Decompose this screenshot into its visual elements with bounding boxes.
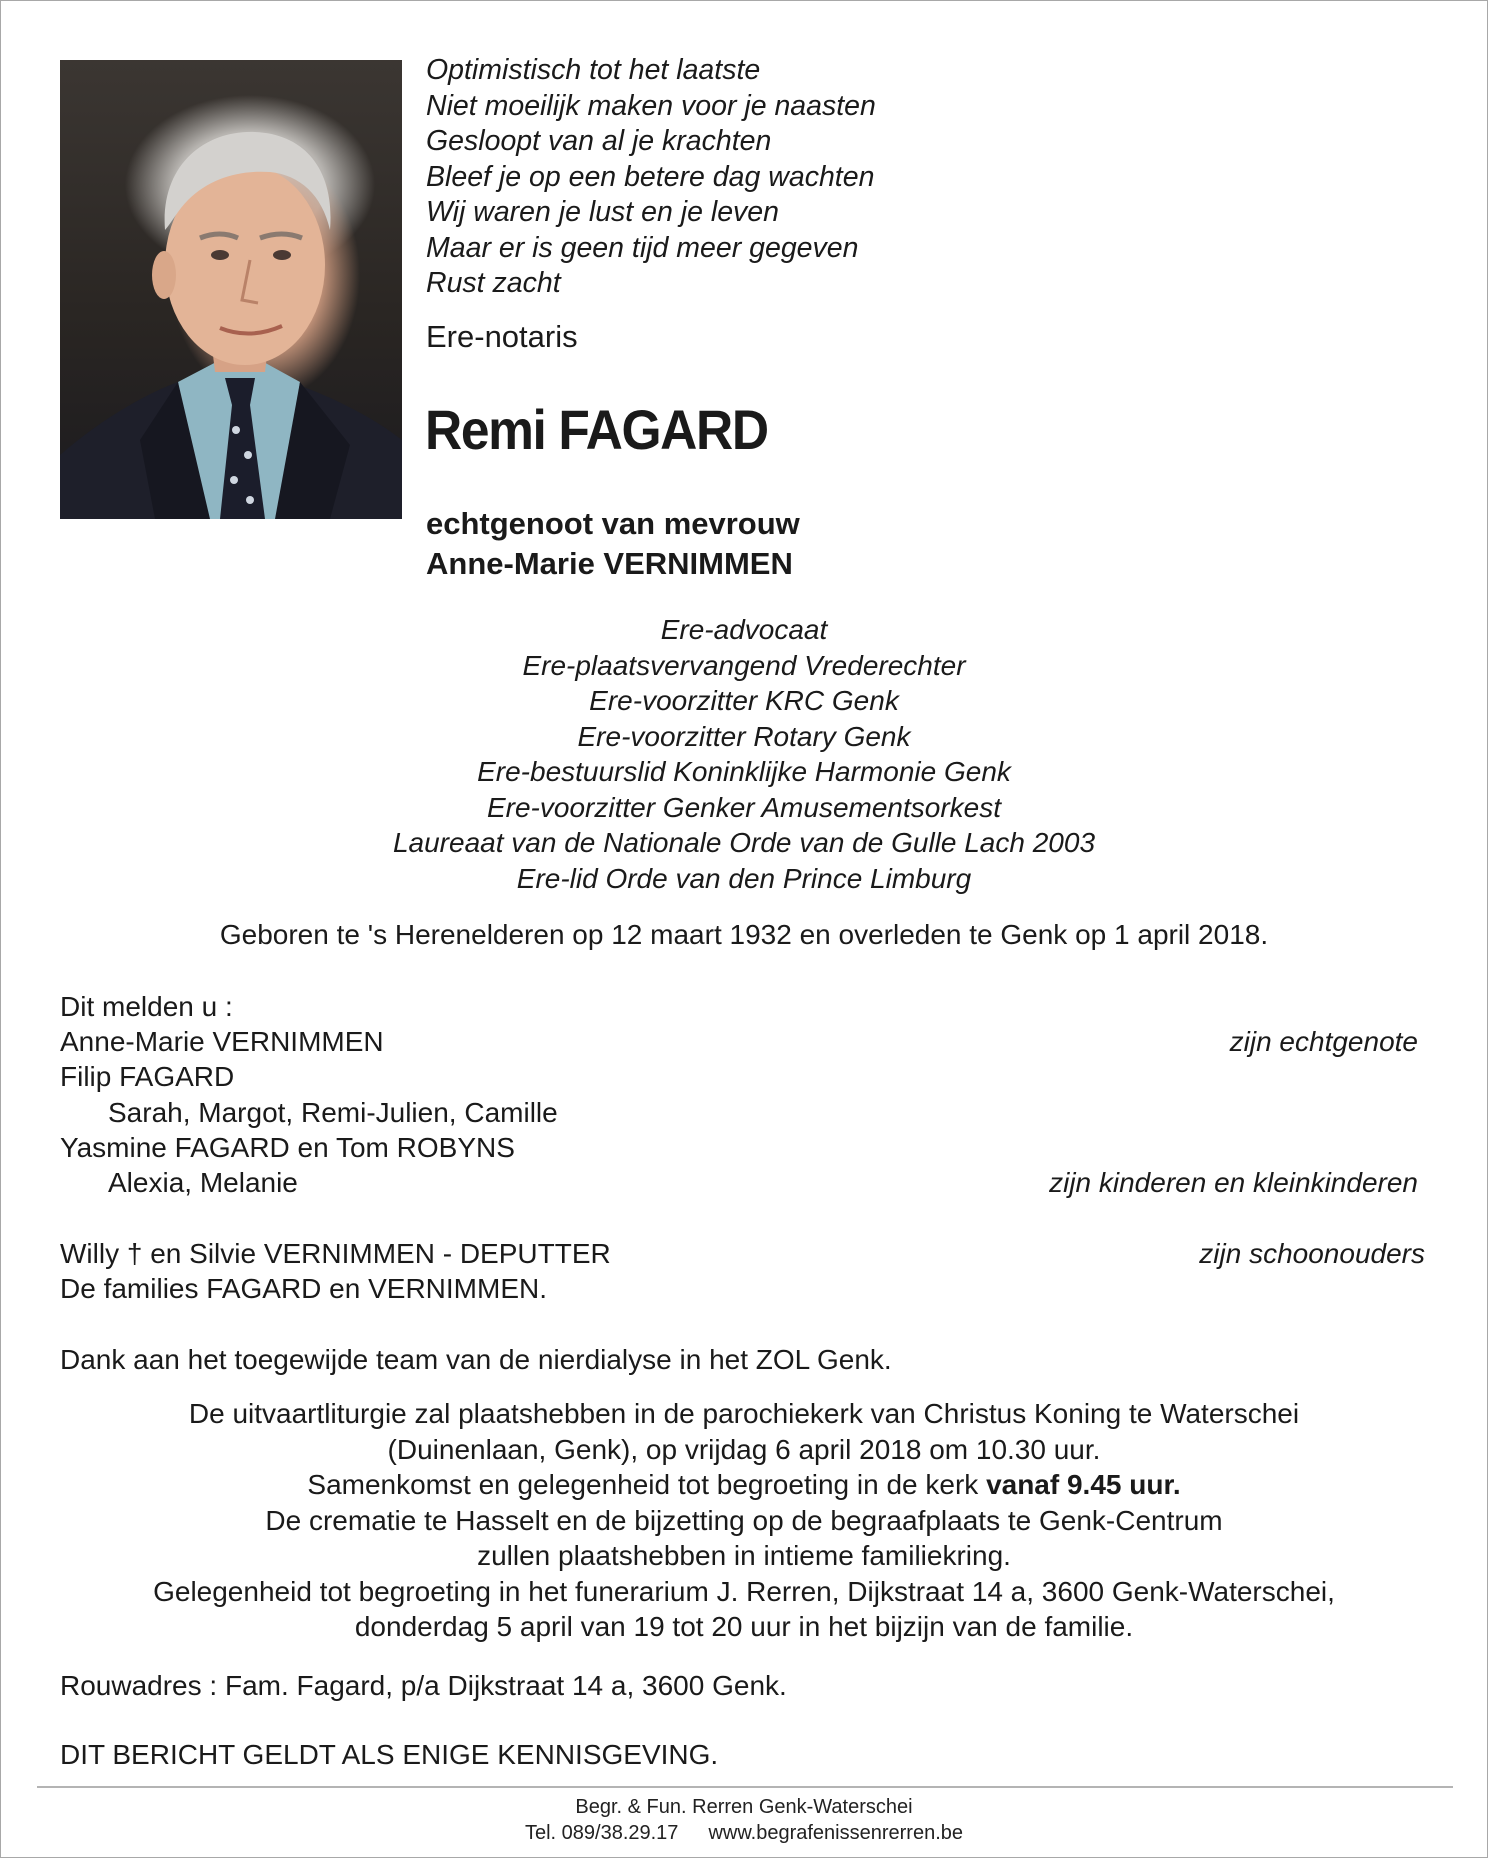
poem-line: Bleef je op een betere dag wachten: [426, 160, 875, 193]
title-line: Ere-voorzitter Rotary Genk: [577, 720, 911, 752]
title-line: Ere-bestuurslid Koninklijke Harmonie Genk: [477, 756, 1011, 787]
poem-line: Maar er is geen tijd meer gegeven: [426, 231, 859, 264]
family-line: Anne-Marie VERNIMMEN: [60, 1026, 384, 1057]
title-line: Ere-advocaat: [660, 614, 828, 645]
family-line: Willy † en Silvie VERNIMMEN - DEPUTTER: [60, 1238, 611, 1269]
spouse-intro: echtgenoot van mevrouw: [426, 506, 800, 541]
poem-line: Niet moeilijk maken voor je naasten: [426, 89, 876, 122]
footer-contact: [1, 1822, 1487, 1845]
ceremony-details: [1, 1396, 1487, 1645]
poem-line: Optimistisch tot het laatste: [426, 54, 761, 86]
family-line: Yasmine FAGARD en Tom ROBYNS: [60, 1132, 515, 1163]
honorific: Ere-notaris: [426, 319, 578, 354]
ceremony-line: (Duinenlaan, Genk), op vrijdag 6 april 2018 om 10.30 uur.: [387, 1433, 1101, 1465]
title-line: Ere-voorzitter Genker Amusementsorkest: [486, 791, 1002, 823]
title-line: Ere-lid Orde van den Prince Limburg: [516, 862, 972, 894]
family-line: Alexia, Melanie: [108, 1167, 298, 1198]
portrait-photo: [60, 60, 402, 519]
relation-label: zijn kinderen en kleinkinderen: [1049, 1167, 1418, 1198]
portrait-illustration: [60, 60, 402, 519]
relation-label: zijn schoonouders: [1199, 1238, 1425, 1269]
footer-phone: Tel. 089/38.29.17: [524, 1822, 679, 1844]
poem-line: Gesloopt van al je krachten: [426, 125, 772, 157]
spouse-name: Anne-Marie VERNIMMEN: [426, 546, 793, 581]
ceremony-line: zullen plaatshebben in intieme familiekring.: [477, 1540, 1011, 1571]
ceremony-line: [1, 1467, 1487, 1503]
deceased-name: Remi FAGARD: [425, 398, 768, 461]
ceremony-line: De crematie te Hasselt en de bijzetting op de begraafplaats te Genk-Centrum: [265, 1504, 1223, 1536]
title-line: Laureaat van de Nationale Orde van de Gulle Lach 2003: [392, 827, 1096, 858]
ceremony-line: donderdag 5 april van 19 tot 20 uur in het bijzijn van de familie.: [354, 1611, 1134, 1642]
honorary-titles: [1, 612, 1487, 896]
gathering-time: vanaf 9.45 uur.: [986, 1469, 1181, 1500]
thanks-line: Dank aan het toegewijde team van de nierdialyse in het ZOL Genk.: [60, 1344, 892, 1375]
mourning-address: Rouwadres : Fam. Fagard, p/a Dijkstraat 14 a, 3600 Genk.: [60, 1670, 787, 1701]
poem: [426, 53, 876, 302]
family-line: De families FAGARD en VERNIMMEN.: [60, 1273, 547, 1304]
footer-website: www.begrafenissenrerren.be: [708, 1822, 964, 1844]
title-line: Ere-voorzitter KRC Genk: [589, 685, 899, 716]
poem-line: Rust zacht: [426, 267, 561, 299]
ceremony-line: Gelegenheid tot begroeting in het funerarium J. Rerren, Dijkstraat 14 a, 3600 Genk-Waterschei,: [153, 1575, 1335, 1607]
birth-death-line: Geboren te 's Herenelderen op 12 maart 1932 en overleden te Genk op 1 april 2018.: [219, 919, 1269, 950]
announcers-intro: Dit melden u :: [60, 991, 233, 1022]
footer-company: Begr. & Fun. Rerren Genk-Waterschei: [575, 1796, 913, 1818]
title-line: Ere-plaatsvervangend Vrederechter: [522, 649, 966, 681]
footer-divider: [37, 1786, 1453, 1788]
family-line: Filip FAGARD: [60, 1061, 235, 1092]
ceremony-line: De uitvaartliturgie zal plaatshebben in de parochiekerk van Christus Koning te Waterschei: [188, 1398, 1300, 1429]
family-line: Sarah, Margot, Remi-Julien, Camille: [108, 1097, 558, 1128]
notice-line: DIT BERICHT GELDT ALS ENIGE KENNISGEVING.: [60, 1739, 719, 1770]
poem-line: Wij waren je lust en je leven: [426, 196, 779, 228]
gathering-text: Samenkomst en gelegenheid tot begroeting in de kerk: [307, 1469, 987, 1500]
relation-label: zijn echtgenote: [1229, 1026, 1418, 1057]
